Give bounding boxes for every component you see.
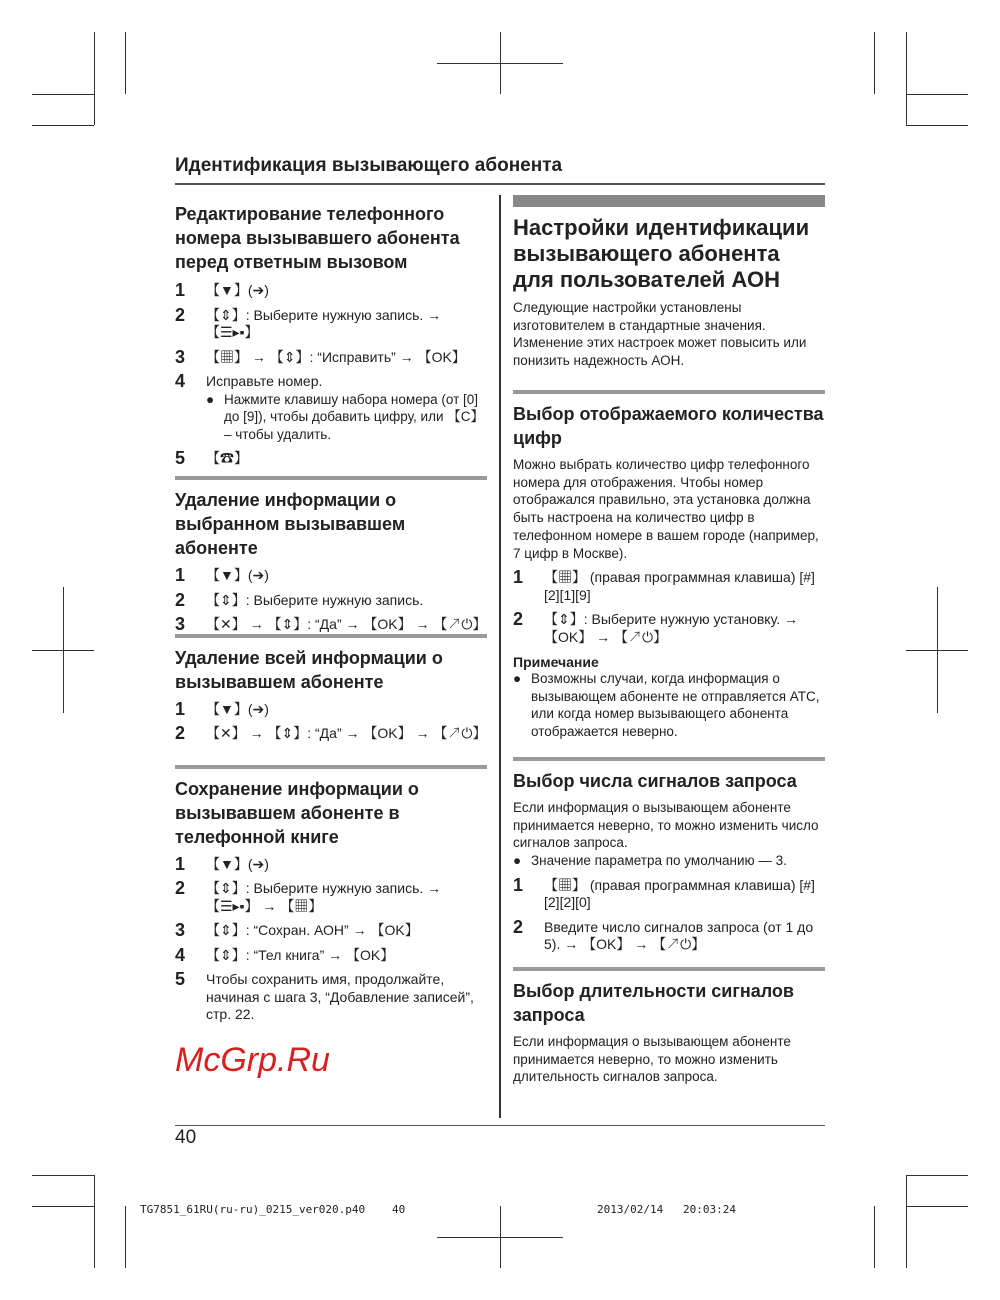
crop-mark [437, 63, 563, 64]
footer-time: 20:03:24 [683, 1203, 736, 1216]
crop-mark [906, 1206, 968, 1207]
step [175, 971, 487, 1024]
step-text: 【▼】(➔) [206, 567, 269, 583]
crop-mark [906, 32, 907, 125]
step [175, 282, 487, 300]
bullet-item [513, 852, 825, 870]
bullet-icon: ● [513, 671, 522, 687]
section-title: Редактирование телефонного номера вызывавшего абонента перед ответным вызовом [175, 204, 460, 272]
step-number: 1 [513, 874, 524, 895]
step-number: 1 [175, 853, 186, 874]
crop-mark [32, 125, 94, 126]
column-divider [499, 195, 501, 1118]
step [175, 450, 487, 468]
step-number: 3 [175, 614, 186, 634]
step-text: 【▼】(➔) [206, 855, 269, 872]
section-title: Сохранение информации о вызывавшем абоненте в телефонной книге [175, 778, 419, 847]
step-number: 3 [175, 346, 186, 367]
step-text: 【⇕】: Выберите нужную установку. → 【OK】 → 【↗⏻】 [544, 611, 798, 645]
section-digit-count [513, 390, 825, 757]
step-text: 【▦】 (правая программная клавиша) [#][2][2][0] [544, 876, 815, 911]
crop-mark [906, 1175, 907, 1268]
crop-mark [63, 587, 64, 713]
section-rule [175, 634, 487, 638]
note-heading: Примечание [513, 654, 599, 671]
crop-mark [94, 1175, 95, 1268]
crop-mark [874, 32, 875, 94]
step [175, 346, 487, 367]
section-signal-duration [513, 967, 825, 1086]
step [175, 304, 487, 342]
crop-mark [32, 1175, 94, 1176]
step-number: 2 [175, 589, 186, 610]
step [175, 589, 487, 610]
section-text: Следующие настройки установлены изготовителем в стандартные значения. Изменение этих настроек может повысить или понизить надежность АОН. [513, 300, 807, 369]
section-rule [513, 195, 825, 207]
step [175, 853, 487, 874]
right-column [513, 195, 825, 1086]
step-text: 【▼】(➔) [206, 700, 269, 717]
step [175, 922, 487, 940]
step-number: 5 [175, 448, 186, 468]
section-text: Можно выбрать количество цифр телефонного номера для отображения. Чтобы номер отображался правильно, эта установка должна быть настроена на количество цифр в телефонном номере в вашем городе (например, 7 цифр в Москве). [513, 457, 819, 561]
step-text: 【✕】 → 【⇕】: “Да” → 【OK】 → 【↗⏻】 [206, 616, 487, 632]
watermark: McGrp.Ru [175, 1040, 330, 1079]
footer-date: 2013/02/14 [597, 1203, 664, 1216]
step-text: 【▦】 → 【⇕】: “Исправить” → 【OK】 [206, 348, 466, 365]
crop-mark [937, 587, 938, 713]
crop-mark [125, 1206, 126, 1268]
section-save-to-phonebook [175, 765, 487, 1024]
section-title: Удаление информации о выбранном вызывавшем абоненте [175, 490, 406, 558]
crop-mark [906, 94, 968, 95]
step [175, 698, 487, 719]
step [513, 611, 825, 646]
crop-mark [906, 1175, 968, 1176]
step-text: 【⇕】: Выберите нужную запись. → 【☰▸▪】 → 【▦】 [206, 880, 442, 914]
step-number: 1 [175, 698, 186, 719]
step [175, 616, 487, 634]
section-title: Выбор отображаемого количества цифр [513, 404, 824, 448]
section-edit-number [175, 202, 487, 476]
section-rule [513, 757, 825, 761]
header-rule [175, 183, 825, 185]
crop-mark [94, 32, 95, 125]
step-text: Чтобы сохранить имя, продолжайте, начиная с шага 3, “Добавление записей”, стр. 22. [206, 971, 474, 1022]
section-title: Выбор числа сигналов запроса [513, 771, 797, 791]
step-number: 2 [175, 878, 186, 898]
footer-page: 40 [392, 1203, 406, 1216]
step-number: 1 [513, 567, 524, 588]
step-number: 2 [513, 916, 524, 937]
step-text: Исправьте номер. [206, 373, 323, 389]
section-rule [175, 765, 487, 769]
left-column [175, 202, 487, 1080]
section-rule [513, 967, 825, 971]
section-text: Если информация о вызывающем абоненте принимается неверно, то можно изменить число сигналов запроса. [513, 800, 819, 851]
crop-mark [906, 125, 968, 126]
crop-mark [32, 1206, 94, 1207]
step-text: 【☎】 [206, 450, 248, 466]
step-number: 5 [175, 969, 186, 989]
step [175, 944, 487, 965]
crop-mark [437, 1237, 563, 1238]
step-number: 2 [513, 609, 524, 630]
section-title: Удаление всей информации о вызывавшем абоненте [175, 647, 443, 692]
section-delete-all [175, 634, 487, 765]
step-text: Введите число сигналов запроса (от 1 до 5). → 【OK】 → 【↗⏻】 [544, 918, 814, 953]
note-item [513, 670, 825, 740]
step-number: 1 [175, 565, 186, 585]
step [175, 567, 487, 585]
step-number: 3 [175, 920, 186, 940]
step [513, 916, 825, 954]
section-request-signals [513, 757, 825, 967]
crop-mark [125, 32, 126, 94]
step [175, 880, 487, 915]
step-text: 【⇕】: “Тел книга” → 【OK】 [206, 946, 395, 963]
bullet-text: Нажмите клавишу набора номера (от [0] до [9]), чтобы добавить цифру, или 【C】 – чтобы удалить. [224, 391, 484, 442]
bullet-text: Возможны случаи, когда информация о вызывающем абоненте не отправляется АТС, или когда номер вызывающего абонента отображается неверно. [531, 671, 820, 739]
step-number: 2 [175, 304, 186, 325]
section-delete-selected [175, 476, 487, 634]
bullet-icon: ● [206, 391, 215, 407]
crop-mark [874, 1206, 875, 1268]
footer-file: TG7851_61RU(ru-ru)_0215_ver020.p40 [140, 1203, 366, 1216]
crop-mark [32, 94, 94, 95]
step-number: 4 [175, 944, 186, 965]
bullet-text: Значение параметра по умолчанию — 3. [531, 853, 787, 869]
step-text: 【▼】(➔) [206, 282, 269, 298]
section-rule [175, 476, 487, 480]
step-number: 4 [175, 371, 186, 391]
section-rule [513, 390, 825, 394]
section-title: Выбор длительности сигналов запроса [513, 981, 794, 1025]
step-text: 【✕】 → 【⇕】: “Да” → 【OK】 → 【↗⏻】 [206, 725, 487, 741]
step-text: 【▦】 (правая программная клавиша) [#][2][1][9] [544, 569, 815, 603]
page-number: 40 [175, 1127, 197, 1148]
step [513, 874, 825, 912]
step-number: 2 [175, 723, 186, 743]
section-text: Если информация о вызывающем абоненте принимается неверно, то можно изменить длительность сигналов запроса. [513, 1034, 791, 1085]
step [175, 725, 487, 743]
step-text: 【⇕】: Выберите нужную запись. [206, 591, 424, 608]
page-header-title: Идентификация вызывающего абонента [175, 155, 563, 176]
footer-rule [175, 1125, 825, 1126]
step [175, 373, 487, 443]
section-title: Настройки идентификации вызывающего абонента для пользователей АОН [513, 215, 810, 292]
step-text: 【⇕】: Выберите нужную запись. → 【☰▸▪】 [206, 306, 442, 340]
bullet-icon: ● [513, 853, 522, 869]
step-number: 1 [175, 280, 186, 300]
step [513, 569, 825, 604]
section-aon-settings [513, 195, 825, 390]
step-text: 【⇕】: “Сохран. АОН” → 【OK】 [206, 922, 419, 938]
